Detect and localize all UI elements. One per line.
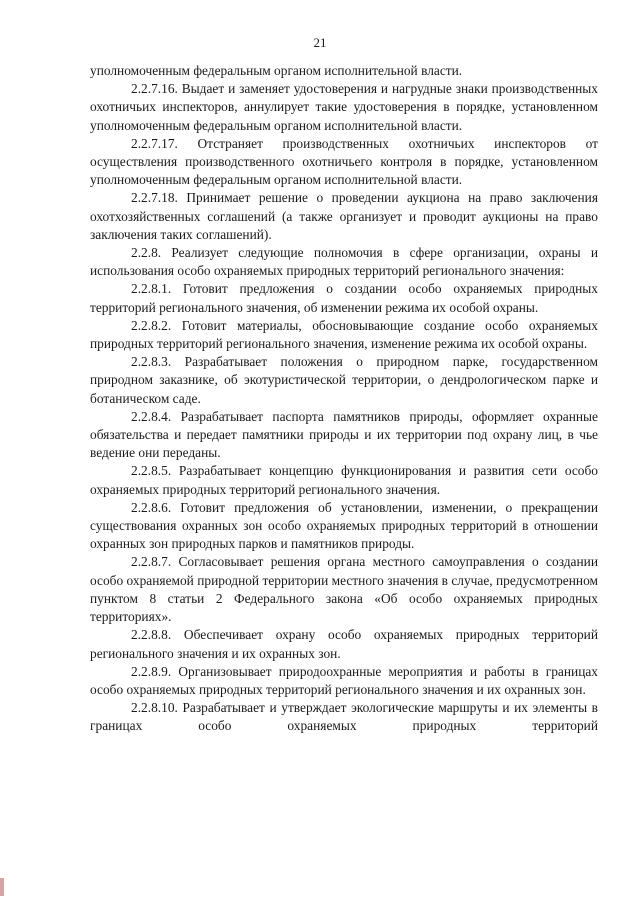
paragraph-2-2-7-16: 2.2.7.16. Выдает и заменяет удостоверения и нагрудные знаки производственных охотничьих инспекторов, аннулирует такие удостоверения в порядке, установленном уполномоченным федеральным органом исполнительной власти. [90, 81, 598, 133]
paragraph-2-2-8: 2.2.8. Реализует следующие полномочия в сфере организации, охраны и использования особо охраняемых природных территорий регионального значения: [90, 245, 598, 279]
page-number: 21 [313, 35, 327, 50]
paragraph-2-2-8-2: 2.2.8.2. Готовит материалы, обосновывающие создание особо охраняемых природных территорий регионального значения, изменение режима их особой охраны. [90, 317, 598, 352]
scan-margin-mark [0, 878, 4, 896]
paragraph-2-2-8-10: 2.2.8.10. Разрабатывает и утверждает экологические маршруты и их элементы в границах особо охраняемых природных территорий [90, 700, 598, 734]
paragraph-2-2-7-18: 2.2.7.18. Принимает решение о проведении аукциона на право заключения охотхозяйственных соглашений (а также организует и проводит аукционы на право заключения таких соглашений). [90, 190, 598, 242]
paragraph-2-2-8-3: 2.2.8.3. Разрабатывает положения о природном парке, государственном природном заказнике, об экотуристической территории, о дендрологическом парке и ботаническом саде. [90, 354, 598, 406]
paragraph-continuation: уполномоченным федеральным органом исполнительной власти. [90, 63, 463, 78]
paragraph-2-2-8-4: 2.2.8.4. Разрабатывает паспорта памятников природы, оформляет охранные обязательства и передает памятники природы и их территории под охрану лиц, в чье ведение они переданы. [90, 408, 598, 461]
paragraph-2-2-8-1: 2.2.8.1. Готовит предложения о создании особо охраняемых природных территорий регионального значения, об изменении режима их особой охраны. [90, 281, 598, 315]
paragraph-2-2-8-6: 2.2.8.6. Готовит предложения об установлении, изменении, о прекращении существования охранных зон особо охраняемых природных территорий в отношении охранных зон природных парков и памятников природы. [90, 499, 598, 552]
paragraph-2-2-8-5: 2.2.8.5. Разрабатывает концепцию функционирования и развития сети особо охраняемых природных территорий регионального значения. [90, 463, 598, 497]
document-body [90, 62, 598, 736]
paragraph-2-2-8-9: 2.2.8.9. Организовывает природоохранные мероприятия и работы в границах особо охраняемых природных территорий регионального значения и их охранных зон. [90, 663, 598, 697]
paragraph-2-2-7-17: 2.2.7.17. Отстраняет производственных охотничьих инспекторов от осуществления производственного охотничьего контроля в порядке, установленном уполномоченным федеральным органом исполнительной власти. [90, 135, 598, 188]
paragraph-2-2-8-8: 2.2.8.8. Обеспечивает охрану особо охраняемых природных территорий регионального значения и их охранных зон. [90, 627, 598, 661]
paragraph-2-2-8-7: 2.2.8.7. Согласовывает решения органа местного самоуправления о создании особо охраняемой природной территории местного значения в случае, предусмотренном пунктом 8 статьи 2 Федерального закона «Об особо охраняемых природных территориях». [90, 554, 598, 625]
